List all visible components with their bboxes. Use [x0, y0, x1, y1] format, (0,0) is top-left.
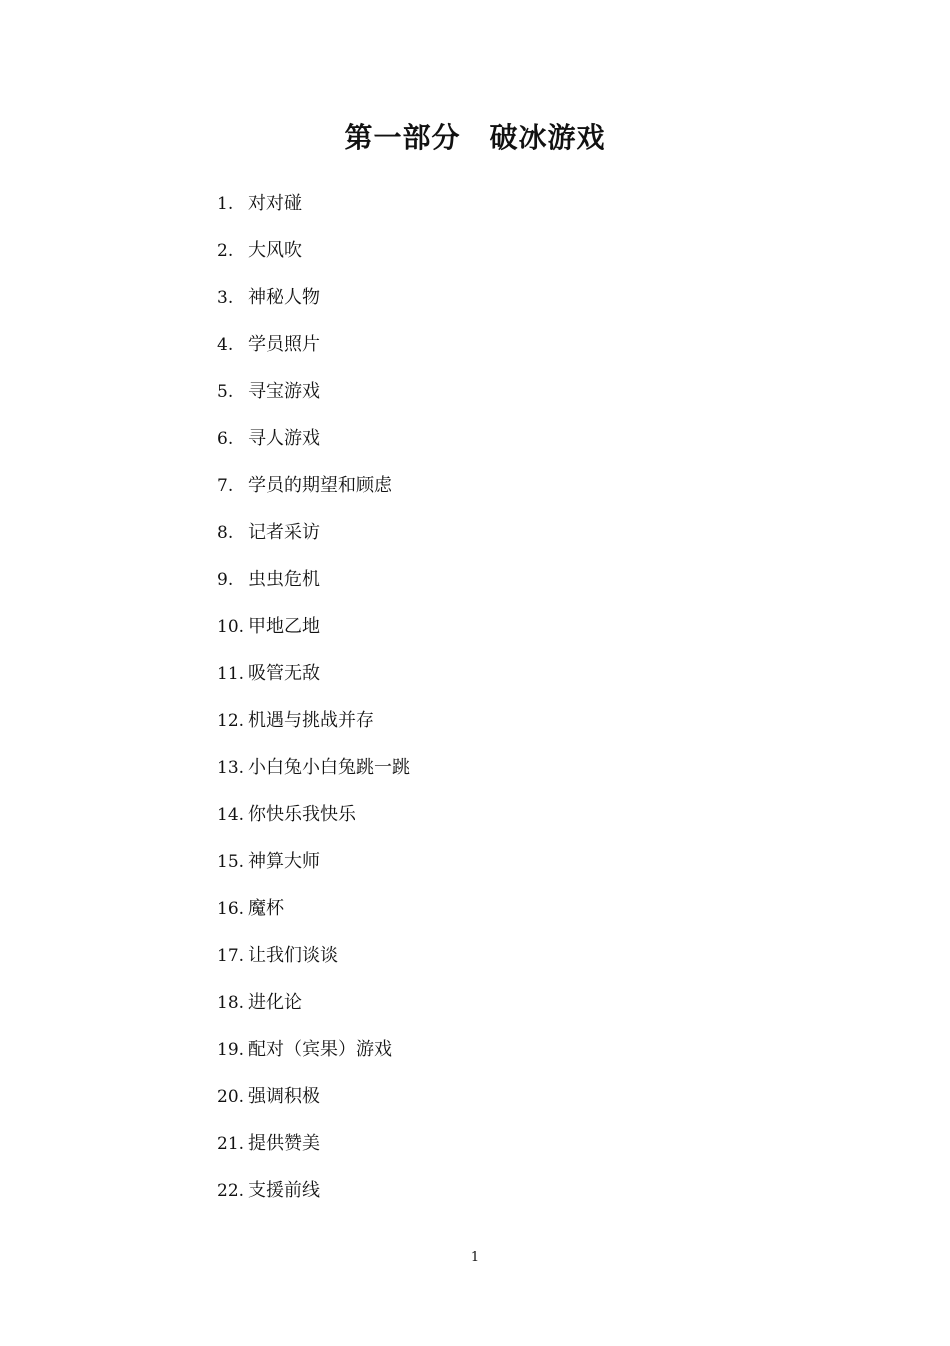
list-item [217, 188, 817, 235]
item-number: 19. [217, 1040, 245, 1060]
item-number: 2. [217, 241, 234, 261]
list-item [217, 846, 817, 893]
item-number: 8. [217, 523, 234, 543]
list-item [217, 235, 817, 282]
item-label: 虫虫危机 [248, 569, 320, 590]
item-number: 6. [217, 429, 234, 449]
item-number: 10. [217, 617, 245, 637]
item-label: 提供赞美 [248, 1133, 320, 1154]
item-number: 9. [217, 570, 234, 590]
item-number: 4. [217, 335, 234, 355]
list-item [217, 423, 817, 470]
item-label: 进化论 [248, 992, 302, 1013]
item-number: 3. [217, 288, 234, 308]
list-item [217, 1081, 817, 1128]
item-number: 11. [217, 664, 245, 684]
list-item [217, 1175, 817, 1222]
list-item [217, 658, 817, 705]
item-label: 吸管无敌 [248, 663, 320, 684]
list-item [217, 517, 817, 564]
item-label: 魔杯 [248, 898, 284, 919]
item-number: 15. [217, 852, 245, 872]
list-item [217, 329, 817, 376]
item-label: 机遇与挑战并存 [248, 710, 374, 731]
list-item [217, 705, 817, 752]
list-item [217, 1128, 817, 1175]
item-number: 5. [217, 382, 234, 402]
item-label: 支援前线 [248, 1180, 320, 1201]
item-label: 学员照片 [248, 334, 320, 355]
item-label: 配对（宾果）游戏 [248, 1039, 392, 1060]
toc-list [217, 188, 817, 1222]
item-label: 神秘人物 [248, 287, 320, 308]
page-number: 1 [470, 1250, 480, 1265]
item-label: 学员的期望和顾虑 [248, 475, 392, 496]
item-number: 18. [217, 993, 245, 1013]
item-number: 13. [217, 758, 245, 778]
list-item [217, 1034, 817, 1081]
item-number: 7. [217, 476, 234, 496]
item-label: 甲地乙地 [248, 616, 320, 637]
item-label: 让我们谈谈 [248, 945, 338, 966]
item-label: 大风吹 [248, 240, 302, 261]
item-number: 12. [217, 711, 245, 731]
item-number: 21. [217, 1134, 245, 1154]
item-number: 16. [217, 899, 245, 919]
item-number: 1. [217, 194, 234, 214]
list-item [217, 752, 817, 799]
item-number: 14. [217, 805, 245, 825]
page-title: 第一部分 破冰游戏 [344, 121, 606, 154]
list-item [217, 987, 817, 1034]
item-number: 20. [217, 1087, 245, 1107]
item-number: 22. [217, 1181, 245, 1201]
item-label: 对对碰 [248, 193, 302, 214]
list-item [217, 893, 817, 940]
item-label: 你快乐我快乐 [248, 804, 356, 825]
item-label: 寻人游戏 [248, 428, 320, 449]
item-label: 寻宝游戏 [248, 381, 320, 402]
item-label: 神算大师 [248, 851, 320, 872]
list-item [217, 470, 817, 517]
list-item [217, 282, 817, 329]
list-item [217, 564, 817, 611]
list-item [217, 376, 817, 423]
list-item [217, 940, 817, 987]
list-item [217, 799, 817, 846]
item-label: 记者采访 [248, 522, 320, 543]
list-item [217, 611, 817, 658]
item-number: 17. [217, 946, 245, 966]
item-label: 强调积极 [248, 1086, 320, 1107]
item-label: 小白兔小白兔跳一跳 [248, 757, 410, 778]
